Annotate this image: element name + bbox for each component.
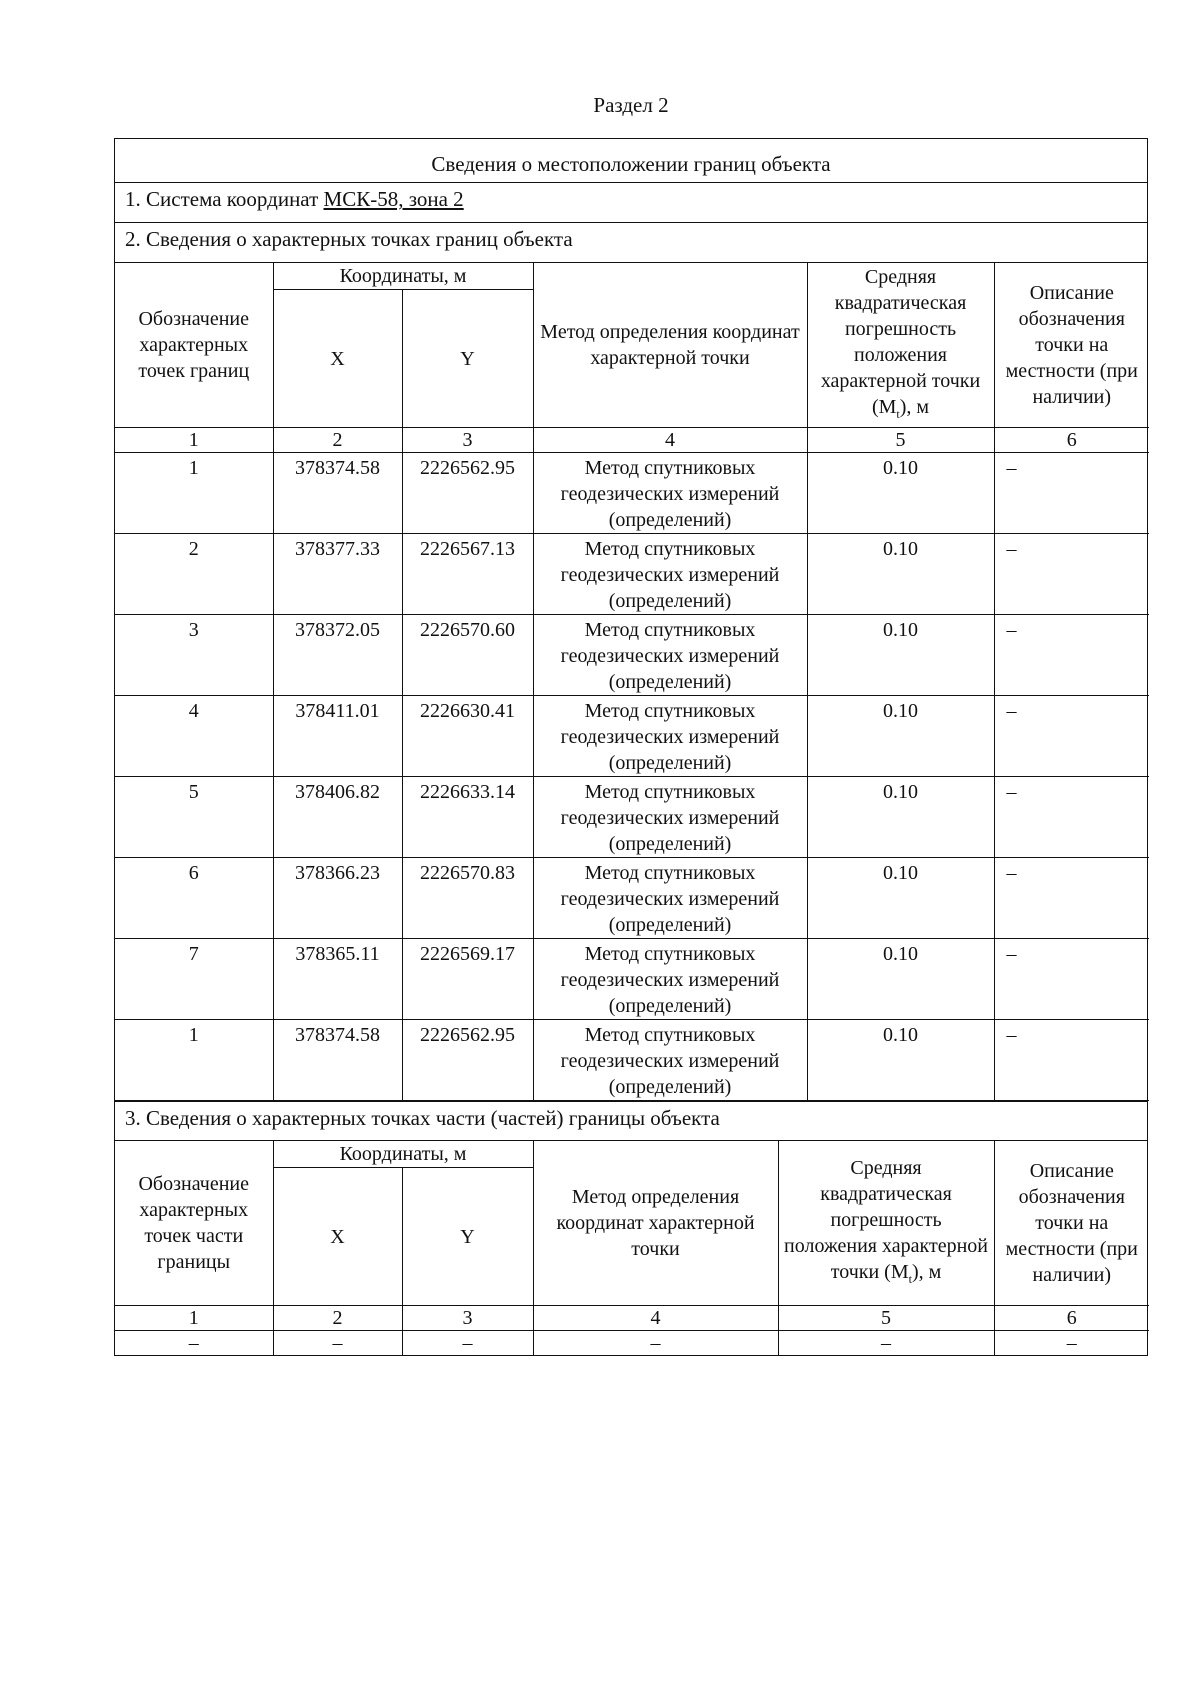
point-cell: 6 [115,858,273,939]
description-cell: – [994,939,1149,1020]
method-cell: Метод спутниковых геодезических измерений (определений) [533,696,807,777]
table-row [115,696,1149,777]
col-header-designation: Обозначение характерных точек части границы [115,1141,273,1306]
point-cell: 4 [115,696,273,777]
col-header-method: Метод определения координат характерной точки [533,263,807,428]
x-cell: 378411.01 [273,696,402,777]
part-boundary-points-table [115,1141,1149,1355]
table-row [115,1331,1149,1356]
column-number: 2 [273,428,402,453]
column-number: 6 [994,428,1149,453]
col-header-coordinates: Координаты, м [273,263,533,290]
coordinate-system-line [115,183,1147,223]
description-cell: – [994,453,1149,534]
section2-title: 2. Сведения о характерных точках границ объекта [115,223,1147,263]
x-cell: 378372.05 [273,615,402,696]
method-cell: Метод спутниковых геодезических измерений (определений) [533,534,807,615]
error-cell: 0.10 [807,858,994,939]
description-cell: – [994,696,1149,777]
table-row [115,453,1149,534]
method-cell: Метод спутниковых геодезических измерений (определений) [533,615,807,696]
empty-cell: – [778,1331,994,1356]
method-cell: Метод спутниковых геодезических измерений (определений) [533,777,807,858]
col-header-method: Метод определения координат характерной точки [533,1141,778,1306]
col-header-error [807,263,994,428]
table-row [115,858,1149,939]
y-cell: 2226570.83 [402,858,533,939]
column-number: 2 [273,1306,402,1331]
column-number: 3 [402,1306,533,1331]
y-cell: 2226633.14 [402,777,533,858]
col-header-description: Описание обозначения точки на местности (при наличии) [994,263,1149,428]
method-cell: Метод спутниковых геодезических измерений (определений) [533,453,807,534]
col-header-error-text: Средняя квадратическая погрешность положения характерной точки (M [784,1156,988,1283]
y-cell: 2226562.95 [402,453,533,534]
coordinate-system-label: 1. Система координат [125,187,324,211]
col-header-error-text: Средняя квадратическая погрешность положения характерной точки (M [820,265,981,418]
empty-cell: – [994,1331,1149,1356]
table-row [115,534,1149,615]
column-number: 1 [115,428,273,453]
error-cell: 0.10 [807,1020,994,1101]
description-cell: – [994,1020,1149,1101]
col-header-x: X [273,290,402,428]
x-cell: 378374.58 [273,453,402,534]
column-number: 4 [533,1306,778,1331]
column-number: 5 [778,1306,994,1331]
col-header-description: Описание обозначения точки на местности (при наличии) [994,1141,1149,1306]
x-cell: 378374.58 [273,1020,402,1101]
col-header-error-sub: t [908,1271,912,1286]
table-row [115,615,1149,696]
empty-cell: – [402,1331,533,1356]
col-header-x: X [273,1168,402,1306]
y-cell: 2226630.41 [402,696,533,777]
point-cell: 3 [115,615,273,696]
x-cell: 378366.23 [273,858,402,939]
boundary-info-block [114,138,1148,1356]
section-heading: Раздел 2 [593,93,669,117]
error-cell: 0.10 [807,777,994,858]
col-header-coordinates: Координаты, м [273,1141,533,1168]
empty-cell: – [533,1331,778,1356]
empty-cell: – [273,1331,402,1356]
error-cell: 0.10 [807,453,994,534]
x-cell: 378377.33 [273,534,402,615]
boundary-points-table [115,263,1149,1101]
col-header-error-tail: ), м [899,395,930,418]
method-cell: Метод спутниковых геодезических измерений (определений) [533,939,807,1020]
column-number: 3 [402,428,533,453]
section3-title: 3. Сведения о характерных точках части (частей) границы объекта [115,1101,1147,1141]
y-cell: 2226567.13 [402,534,533,615]
point-cell: 2 [115,534,273,615]
column-number: 5 [807,428,994,453]
y-cell: 2226569.17 [402,939,533,1020]
y-cell: 2226570.60 [402,615,533,696]
error-cell: 0.10 [807,615,994,696]
error-cell: 0.10 [807,696,994,777]
point-cell: 7 [115,939,273,1020]
column-number: 4 [533,428,807,453]
coordinate-system-value: МСК-58, зона 2 [323,187,464,211]
y-cell: 2226562.95 [402,1020,533,1101]
x-cell: 378365.11 [273,939,402,1020]
error-cell: 0.10 [807,939,994,1020]
description-cell: – [994,777,1149,858]
x-cell: 378406.82 [273,777,402,858]
col-header-error [778,1141,994,1306]
empty-cell: – [115,1331,273,1356]
boundary-points-body [115,453,1149,1101]
column-number: 1 [115,1306,273,1331]
method-cell: Метод спутниковых геодезических измерений (определений) [533,1020,807,1101]
column-number: 6 [994,1306,1149,1331]
method-cell: Метод спутниковых геодезических измерений (определений) [533,858,807,939]
table-row [115,939,1149,1020]
column-number-row [115,1306,1149,1331]
col-header-y: Y [402,290,533,428]
point-cell: 1 [115,1020,273,1101]
col-header-designation: Обозначение характерных точек границ [115,263,273,428]
description-cell: – [994,858,1149,939]
description-cell: – [994,615,1149,696]
column-number-row [115,428,1149,453]
col-header-y: Y [402,1168,533,1306]
description-cell: – [994,534,1149,615]
col-header-error-tail: ), м [911,1260,942,1283]
point-cell: 1 [115,453,273,534]
block-title: Сведения о местоположении границ объекта [115,139,1147,183]
col-header-error-sub: t [896,406,900,421]
error-cell: 0.10 [807,534,994,615]
table-row [115,1020,1149,1101]
point-cell: 5 [115,777,273,858]
table-row [115,777,1149,858]
